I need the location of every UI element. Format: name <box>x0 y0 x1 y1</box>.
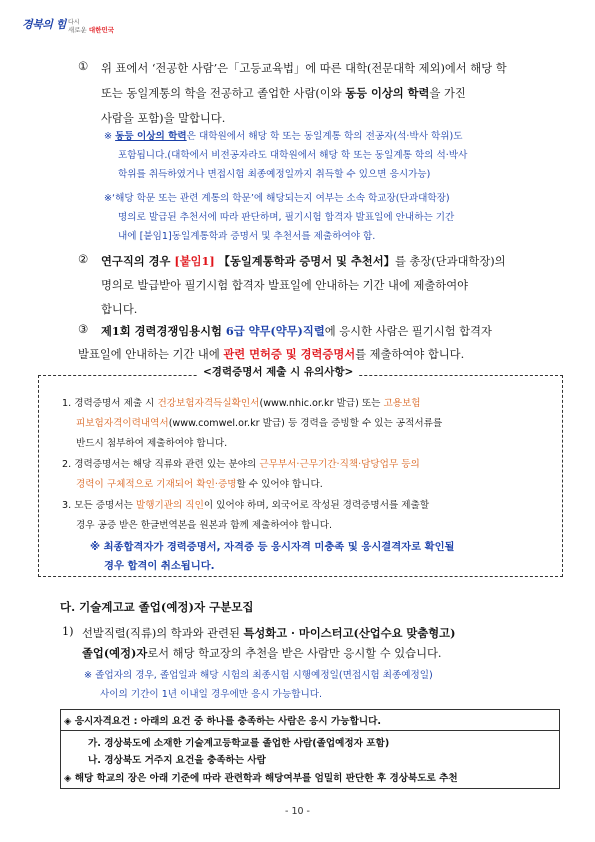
section-note-line2: 사이의 기간이 1년 이내일 경우에만 응시 가능합니다. <box>100 689 323 700</box>
logo-mark: 경북의 힘 <box>22 18 66 31</box>
qualification-separator <box>60 730 560 731</box>
logo-sub1: 다시 <box>68 19 80 26</box>
notice-p3-line1: 3. 모든 증명서는 발행기관의 직인이 있어야 하며, 외국어로 작성된 경력증명서를 제출할 <box>62 500 430 511</box>
qualification-line1: ◈ 응시자격요건 : 아래의 요건 중 하나를 충족하는 사람은 응시 가능합니다. <box>64 716 382 727</box>
item3-line1: 제1회 경력경쟁임용시험 6급 약무(약무)직렬에 응시한 사람은 필기시험 합격자 <box>101 324 492 338</box>
note2-line2: 명의로 발급된 추천서에 따라 판단하며, 필기시험 합격자 발표일에 안내하는 기간 <box>118 212 455 223</box>
item2-line2: 명의로 발급받아 필기시험 합격자 발표일에 안내하는 기간 내에 제출하여야 <box>101 279 469 292</box>
note1-line2: 포함됩니다.(대학에서 비전공자라도 대학원에서 해당 학 또는 동일계통 학의 석·박사 <box>118 150 468 161</box>
section-item-line2: 졸업(예정)자로서 해당 학교장의 추천을 받은 사람만 응시할 수 있습니다. <box>82 646 442 660</box>
note1-line1: ※ 동등 이상의 학력은 대학원에서 해당 학 또는 동일계통 학의 전공자(석·박사 학위)도 <box>104 131 463 142</box>
item1-number: ① <box>78 60 89 73</box>
item3-number: ③ <box>78 323 89 336</box>
notice-title: <경력증명서 제출 시 유의사항> <box>197 364 359 379</box>
item3-line2: 발표일에 안내하는 기간 내에 관련 면허증 및 경력증명서를 제출하여야 합니다. <box>78 347 465 361</box>
section-heading: 다. 기술계고교 졸업(예정)자 구분모집 <box>60 600 254 614</box>
item1-line1: 위 표에서 ‘전공한 사람’은「고등교육법」에 따른 대학(전문대학 제외)에서 해당 학 <box>101 62 507 75</box>
section-note-line1: ※ 졸업자의 경우, 졸업일과 해당 시험의 최종시험 시행예정일(면접시험 최종예정일) <box>84 670 433 681</box>
page-number: - 10 - <box>285 806 310 817</box>
note1-line3: 학위를 취득하였거나 면접시험 최종예정일까지 취득할 수 있으면 응시가능) <box>118 169 431 180</box>
qualification-line4: ◈ 해당 학교의 장은 아래 기준에 따라 관련학과 해당여부를 엄밀히 판단한 후 경상북도로 추천 <box>64 773 458 784</box>
notice-p2-line1: 2. 경력증명서는 해당 직류와 관련 있는 분야의 근무부서·근무기간·직책·담당업무 등의 <box>62 459 420 470</box>
notice-p2-line2: 경력이 구체적으로 기재되어 확인·증명할 수 있어야 합니다. <box>76 479 323 490</box>
qualification-line3: 나. 경상북도 거주지 요건을 충족하는 사람 <box>88 755 266 766</box>
item2-number: ② <box>78 253 89 266</box>
note2-line3: 내에 [붙임1]동일계통학과 증명서 및 추천서를 제출하여야 함. <box>118 231 376 242</box>
notice-warning-line1: ※ 최종합격자가 경력증명서, 자격증 등 응시자격 미충족 및 응시결격자로 확인될 <box>90 541 455 553</box>
item2-line3: 합니다. <box>101 303 138 316</box>
item1-line3: 사람을 포함)을 말합니다. <box>101 112 226 125</box>
header-logo <box>22 14 142 40</box>
notice-p3-line2: 경우 공증 받은 한글번역본을 원본과 함께 제출하여야 합니다. <box>76 520 333 531</box>
notice-warning-line2: 경우 합격이 취소됩니다. <box>104 560 215 572</box>
notice-p1-line2: 피보험자격이력내역서(www.comwel.or.kr 발급) 등 경력을 증빙할 수 있는 공적서류를 <box>76 418 443 429</box>
note2-line1: ※‘해당 학문 또는 관련 계통의 학문’에 해당되는지 여부는 소속 학교장(단과대학장) <box>104 193 450 204</box>
notice-p1-line3: 반드시 첨부하여 제출하여야 합니다. <box>76 438 228 449</box>
notice-p1-line1: 1. 경력증명서 제출 시 건강보험자격득실확인서(www.nhic.or.kr 발급) 또는 고용보험 <box>62 398 421 409</box>
qualification-line2: 가. 경상북도에 소재한 기술계고등학교를 졸업한 사람(졸업예정자 포함) <box>88 738 390 749</box>
logo-sub2: 새로운 대한민국 <box>68 26 115 34</box>
section-item-line1: 선발직렬(직류)의 학과와 관련된 특성화고 · 마이스터고(산업수요 맞춤형고) <box>82 626 456 640</box>
item2-line1: 연구직의 경우 [붙임1] 【동일계통학과 증명서 및 추천서】를 총장(단과대학장)의 <box>101 254 506 268</box>
item1-line2: 또는 동일계통의 학을 전공하고 졸업한 사람(이와 동등 이상의 학력을 가진 <box>101 86 466 100</box>
section-item-number: 1) <box>62 625 74 638</box>
